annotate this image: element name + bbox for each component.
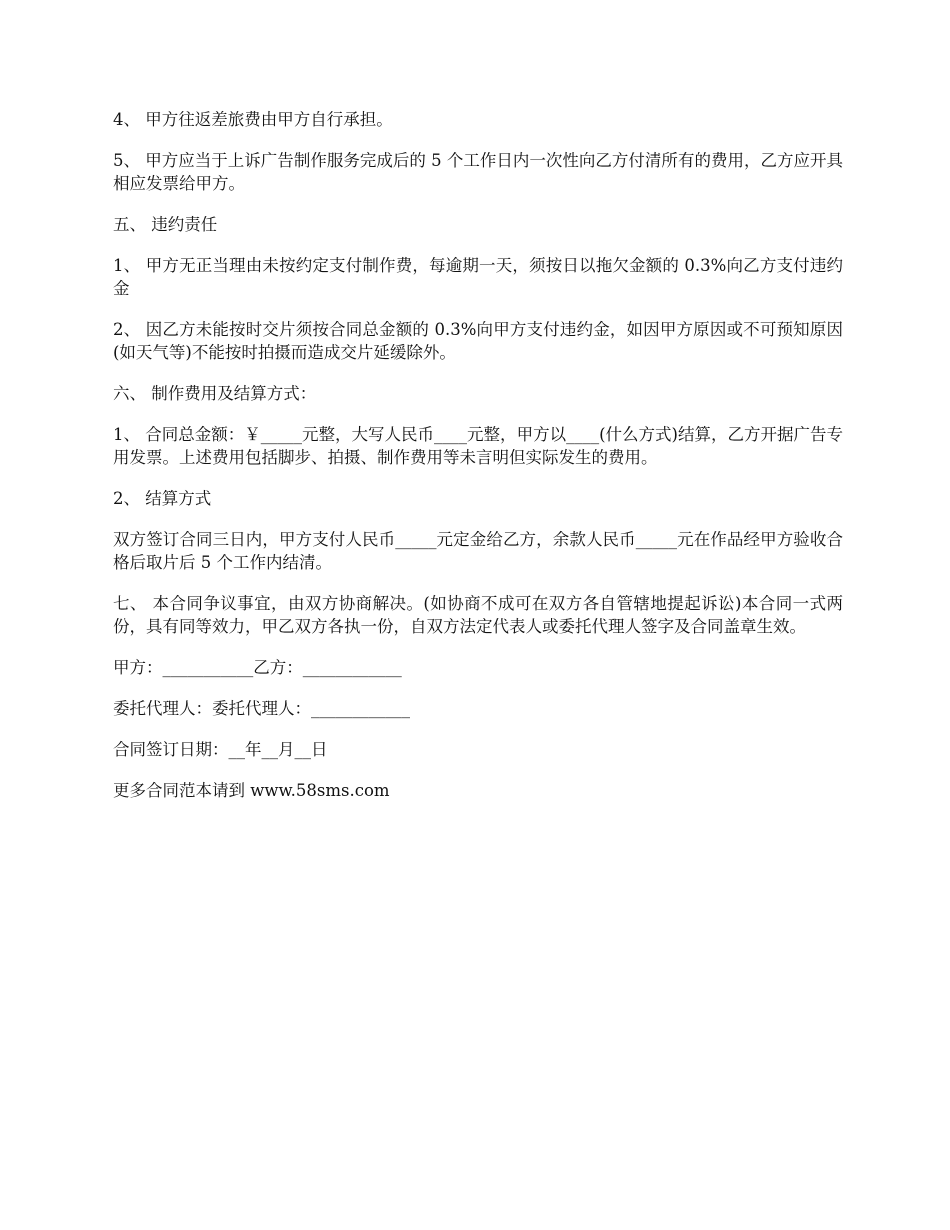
fees-clause-1: 1、 合同总金额：￥_____元整，大写人民币____元整，甲方以____(什么方式)结算，乙方开据广告专用发票。上述费用包括脚步、拍摄、制作费用等未言明但实际发生的费用。 xyxy=(113,425,843,467)
clause-4-travel-expenses: 4、 甲方往返差旅费由甲方自行承担。 xyxy=(113,110,393,129)
agent-signature-line: 委托代理人：委托代理人：____________ xyxy=(113,699,410,718)
fees-clause-2: 2、 结算方式 xyxy=(113,489,212,508)
footer-more-templates: 更多合同范本请到 www.58sms.com xyxy=(113,781,390,800)
settlement-details: 双方签订合同三日内，甲方支付人民币_____元定金给乙方，余款人民币_____元在作品经甲方验收合格后取片后 5 个工作内结清。 xyxy=(113,530,843,572)
breach-clause-2: 2、 因乙方未能按时交片须按合同总金额的 0.3%向甲方支付违约金，如因甲方原因或不可预知原因(如天气等)不能按时拍摄而造成交片延缓除外。 xyxy=(113,320,843,362)
party-signature-line: 甲方：___________乙方：____________ xyxy=(113,658,402,677)
section-heading-breach: 五、 违约责任 xyxy=(113,215,218,234)
breach-clause-1: 1、 甲方无正当理由未按约定支付制作费，每逾期一天，须按日以拖欠金额的 0.3%向乙方支付违约金 xyxy=(113,256,843,298)
signing-date-line: 合同签订日期：__年__月__日 xyxy=(113,740,328,759)
document-page xyxy=(113,108,843,820)
clause-5-payment-deadline: 5、 甲方应当于上诉广告制作服务完成后的 5 个工作日内一次性向乙方付清所有的费用，乙方应开具相应发票给甲方。 xyxy=(113,151,843,193)
section-seven-disputes: 七、 本合同争议事宜，由双方协商解决。(如协商不成可在双方各自管辖地提起诉讼)本合同一式两份，具有同等效力，甲乙双方各执一份，自双方法定代表人或委托代理人签字及合同盖章生效。 xyxy=(113,594,843,636)
section-heading-fees: 六、 制作费用及结算方式： xyxy=(113,384,317,403)
